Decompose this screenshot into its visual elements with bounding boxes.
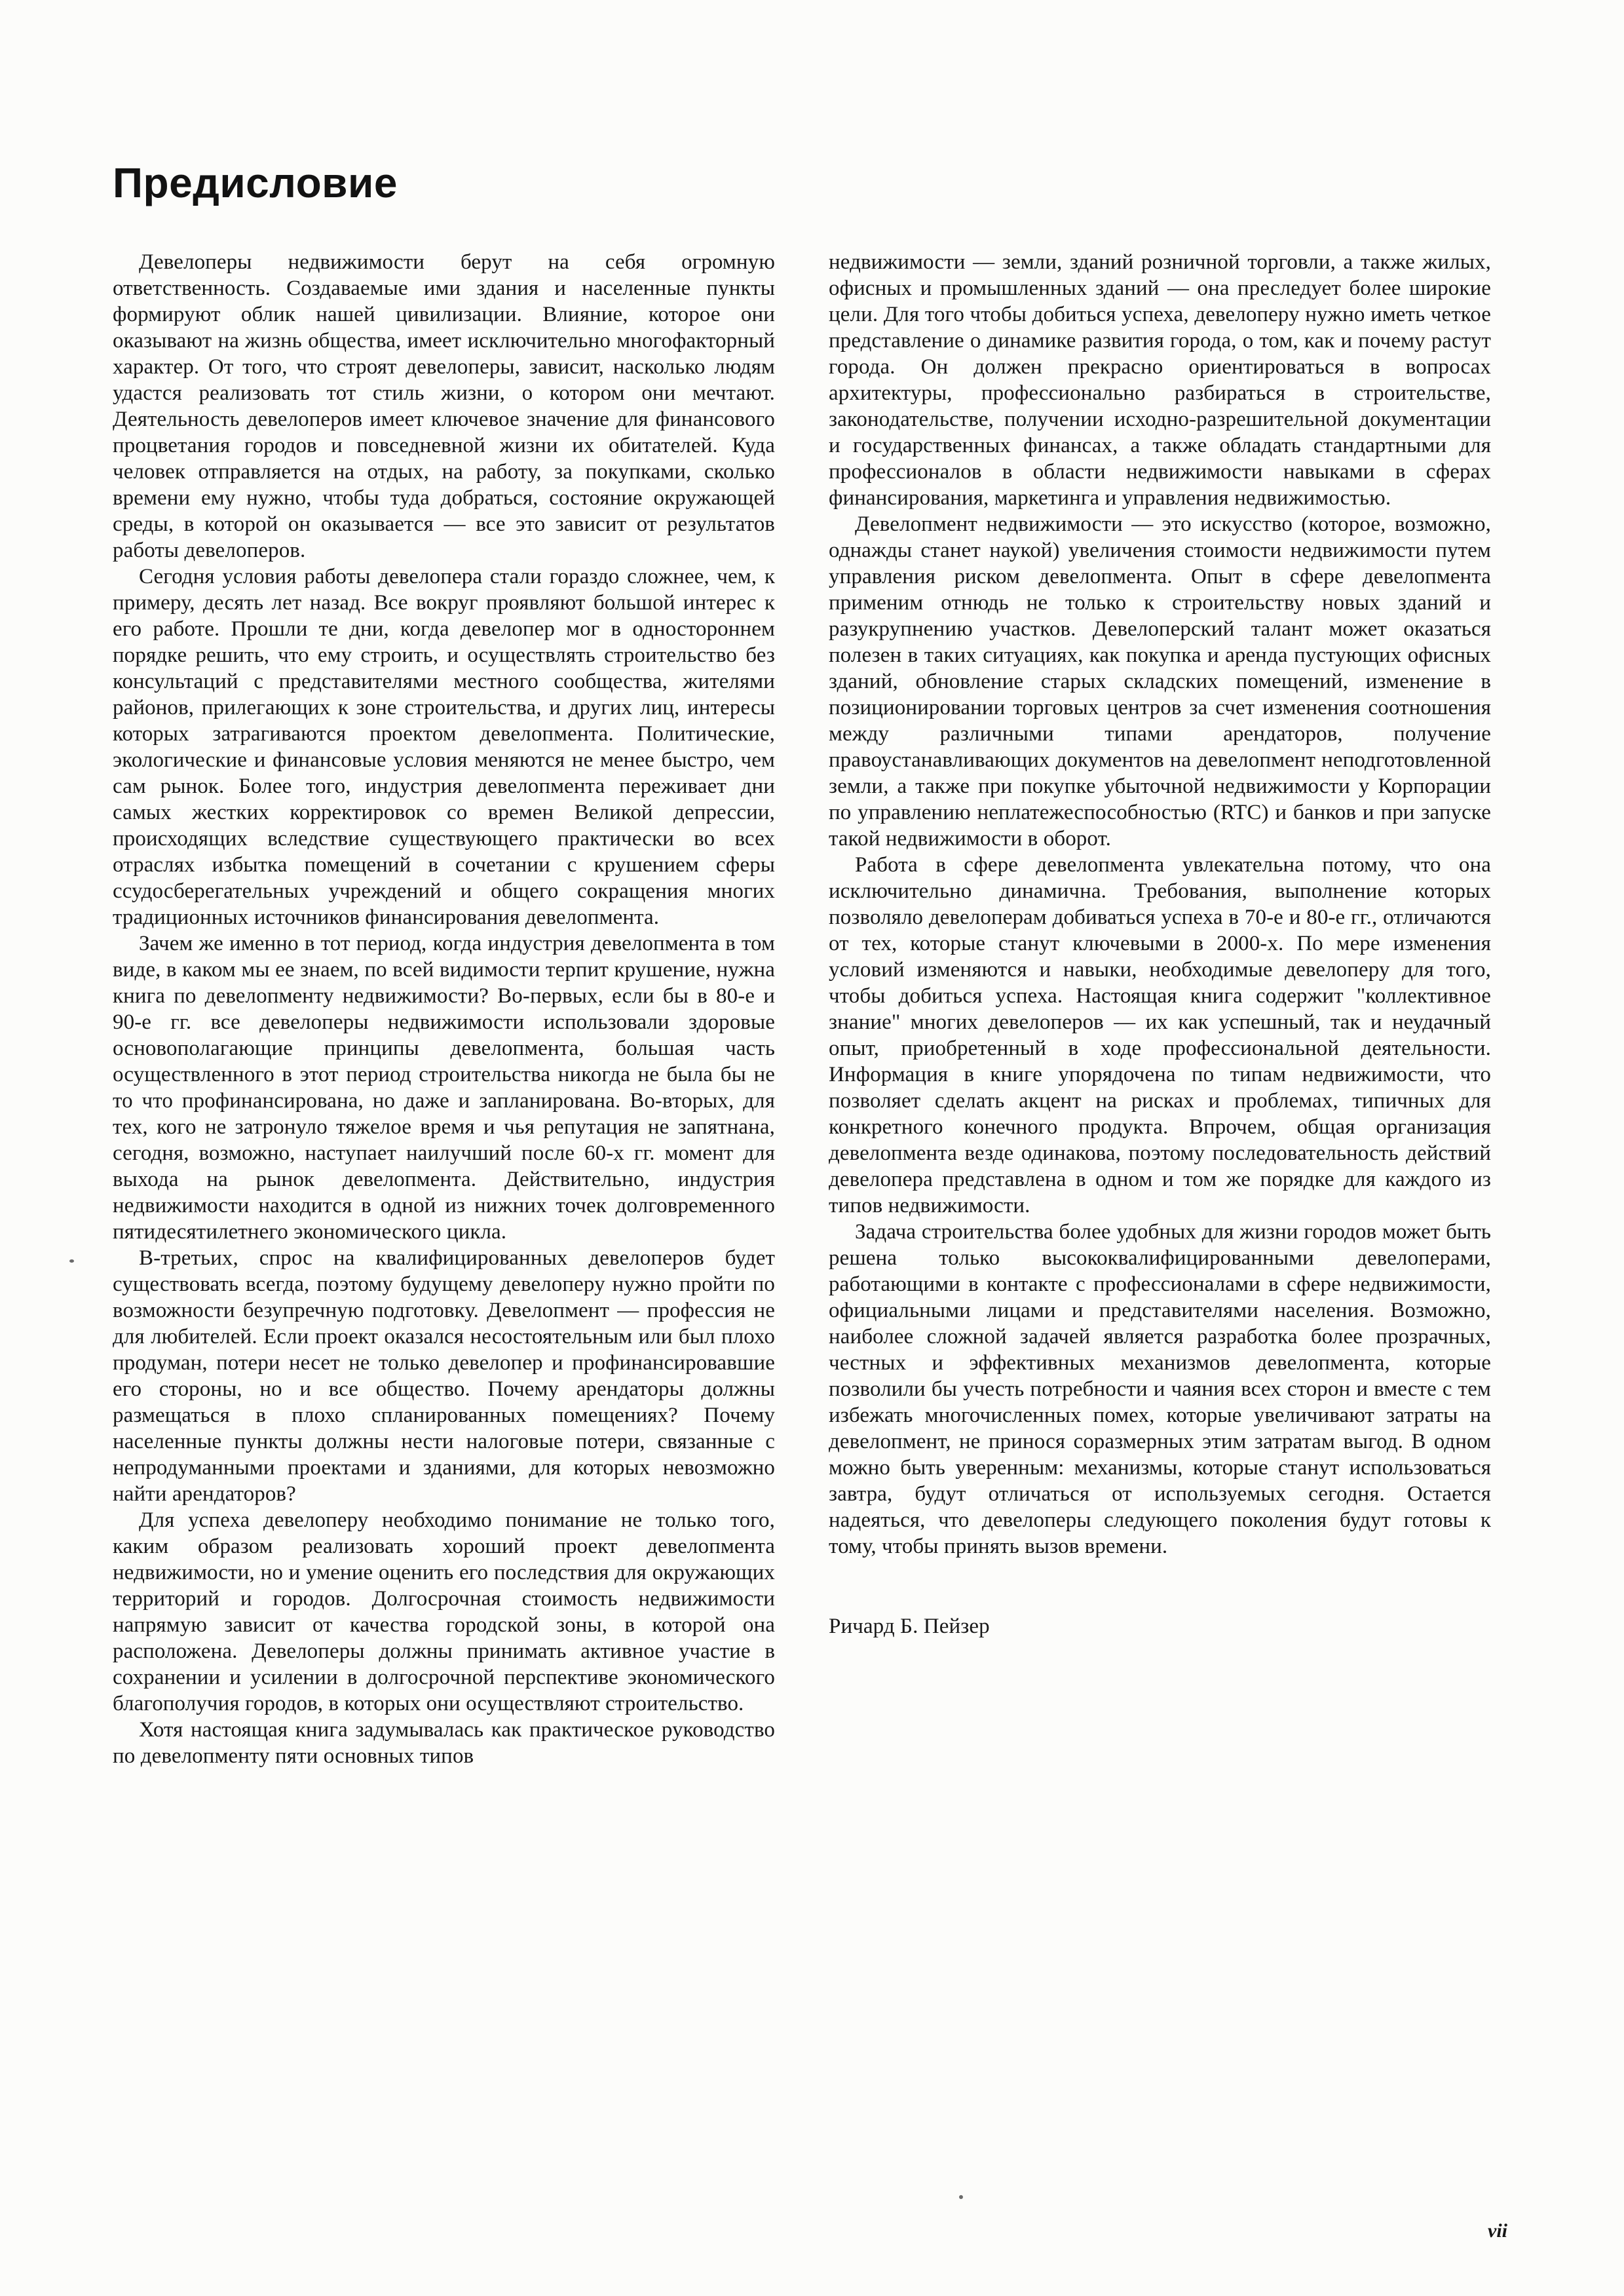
scan-artifact	[69, 1259, 74, 1263]
paragraph: Хотя настоящая книга задумывалась как практическое руководство по девелопменту пяти основных типов	[113, 1718, 775, 1768]
page-title: Предисловие	[113, 159, 398, 206]
paragraph: Зачем же именно в тот период, когда индустрия девелопмента в том виде, в каком мы ее знаем, по всей видимости терпит крушение, нужна книга по девелопменту недвижимости? Во-первых, если бы в 80-е и 90-е гг. все девелоперы недвижимости использовали здоровые основополагающие принципы девелопмента, большая часть осуществленного в этот период строительства никогда не была бы не то что профинансирована, но даже и запланирована. Во-вторых, для тех, кого не затронуло тяжелое время и чья репутация не запятнана, сегодня, возможно, наступает наилучший после 60-х гг. момент для выхода на рынок девелопмента. Действительно, индустрия недвижимости находится в одной из нижних точек долговременного пятидесятилетнего экономического цикла.	[113, 932, 775, 1244]
paragraph: В-третьих, спрос на квалифицированных девелоперов будет существовать всегда, поэтому будущему девелоперу нужно пройти по возможности безупречную подготовку. Девелопмент — профессия не для любителей. Если проект оказался несостоятельным или был плохо продуман, потери несет не только девелопер и профинансировавшие его стороны, но и все общество. Почему арендаторы должны размещаться в плохо спланированных помещениях? Почему населенные пункты должны нести налоговые потери, связанные с непродуманными проектами и зданиями, для которых невозможно найти арендаторов?	[113, 1246, 775, 1506]
paragraph: Работа в сфере девелопмента увлекательна потому, что она исключительно динамична. Требования, выполнение которых позволяло девелоперам добиваться успеха в 70-е и 80-е гг., отличаются от тех, которые станут ключевыми в 2000-х. По мере изменения условий изменяются и навыки, необходимые девелоперу для того, чтобы добиться успеха. Настоящая книга содержит "коллективное знание" многих девелоперов — их как успешный, так и неудачный опыт, приобретенный в ходе профессиональной деятельности. Информация в книге упорядочена по типам недвижимости, что позволяет сделать акцент на рисках и проблемах, типичных для конкретного конечного продукта. Впрочем, общая организация девелопмента везде одинакова, поэтому последовательность действий девелопера представлена в одном и том же порядке для каждого из типов недвижимости.	[829, 853, 1491, 1217]
author-signature: Ричард Б. Пейзер	[829, 1615, 990, 1638]
paragraph: Сегодня условия работы девелопера стали гораздо сложнее, чем, к примеру, десять лет назад. Все вокруг проявляют большой интерес к его работе. Прошли те дни, когда девелопер мог в одностороннем порядке решить, что ему строить, и осуществлять строительство без консультаций с представителями местного сообщества, жителями районов, прилегающих к зоне строительства, и других лиц, интересы которых затрагиваются проектом девелопмента. Политические, экологические и финансовые условия меняются не менее быстро, чем сам рынок. Более того, индустрия девелопмента переживает дни самых жестких корректировок со времен Великой депрессии, происходящих вследствие существующего практически во всех отраслях избытка помещений в сочетании с крушением сферы ссудосберегательных учреждений и общего сокращения многих традиционных источников финансирования девелопмента.	[113, 565, 775, 929]
scan-artifact	[959, 2195, 963, 2199]
paragraph: Задача строительства более удобных для жизни городов может быть решена только высококвалифицированными девелоперами, работающими в контакте с профессионалами в сфере недвижимости, официальными лицами и представителями населения. Возможно, наиболее сложной задачей является разработка более прозрачных, честных и эффективных механизмов девелопмента, которые позволили бы учесть потребности и чаяния всех сторон и вместе с тем избежать многочисленных помех, которые увеличивают затраты на девелопмент, не принося соразмерных этим затратам выгод. В одном можно быть уверенным: механизмы, которые станут использоваться завтра, будут отличаться от используемых сегодня. Остается надеяться, что девелоперы следующего поколения будут готовы к тому, чтобы принять вызов времени.	[829, 1220, 1491, 1558]
paragraph-continuation: недвижимости — земли, зданий розничной торговли, а также жилых, офисных и промышленных зданий — она преследует более широкие цели. Для того чтобы добиться успеха, девелоперу нужно иметь четкое представление о динамике развития города, о том, как и почему растут города. Он должен прекрасно ориентироваться в вопросах архитектуры, профессионально разбираться в строительстве, законодательстве, получении исходно-разрешительной документации и государственных финансах, а также обладать стандартными для профессионалов в области недвижимости навыками в сферах финансирования, маркетинга и управления недвижимостью.	[829, 250, 1491, 510]
text-columns	[113, 249, 1491, 1769]
left-column	[113, 249, 775, 1769]
paragraph: Девелоперы недвижимости берут на себя огромную ответственность. Создаваемые ими здания и населенные пункты формируют облик нашей цивилизации. Влияние, которое они оказывают на жизнь общества, имеет исключительно многофакторный характер. От того, что строят девелоперы, зависит, насколько людям удастся реализовать тот стиль жизни, о котором они мечтают. Деятельность девелоперов имеет ключевое значение для финансового процветания городов и повседневной жизни их обитателей. Куда человек отправляется на отдых, на работу, за покупками, сколько времени ему нужно, чтобы туда добраться, состояние окружающей среды, в которой он оказывается — все это зависит от результатов работы девелоперов.	[113, 250, 775, 562]
right-column	[829, 249, 1491, 1769]
paragraph: Для успеха девелоперу необходимо понимание не только того, каким образом реализовать хороший проект девелопмента недвижимости, но и умение оценить его последствия для окружающих территорий и городов. Долгосрочная стоимость недвижимости напрямую зависит от качества городской зоны, в которой она расположена. Девелоперы должны принимать активное участие в сохранении и усилении в долгосрочной перспективе экономического благополучия городов, в которых они осуществляют строительство.	[113, 1508, 775, 1715]
page-number: vii	[1488, 2220, 1507, 2242]
paragraph: Девелопмент недвижимости — это искусство (которое, возможно, однажды станет наукой) увеличения стоимости недвижимости путем управления риском девелопмента. Опыт в сфере девелопмента применим отнюдь не только к строительству новых зданий и разукрупнению участков. Девелоперский талант может оказаться полезен в таких ситуациях, как покупка и аренда пустующих офисных зданий, обновление старых складских помещений, изменение в позиционировании торговых центров за счет изменения соотношения между различными типами арендаторов, получение правоустанавливающих документов на девелопмент неподготовленной земли, а также при покупке убыточной недвижимости у Корпорации по управлению неплатежеспособностью (RTC) и банков и при запуске такой недвижимости в оборот.	[829, 512, 1491, 851]
